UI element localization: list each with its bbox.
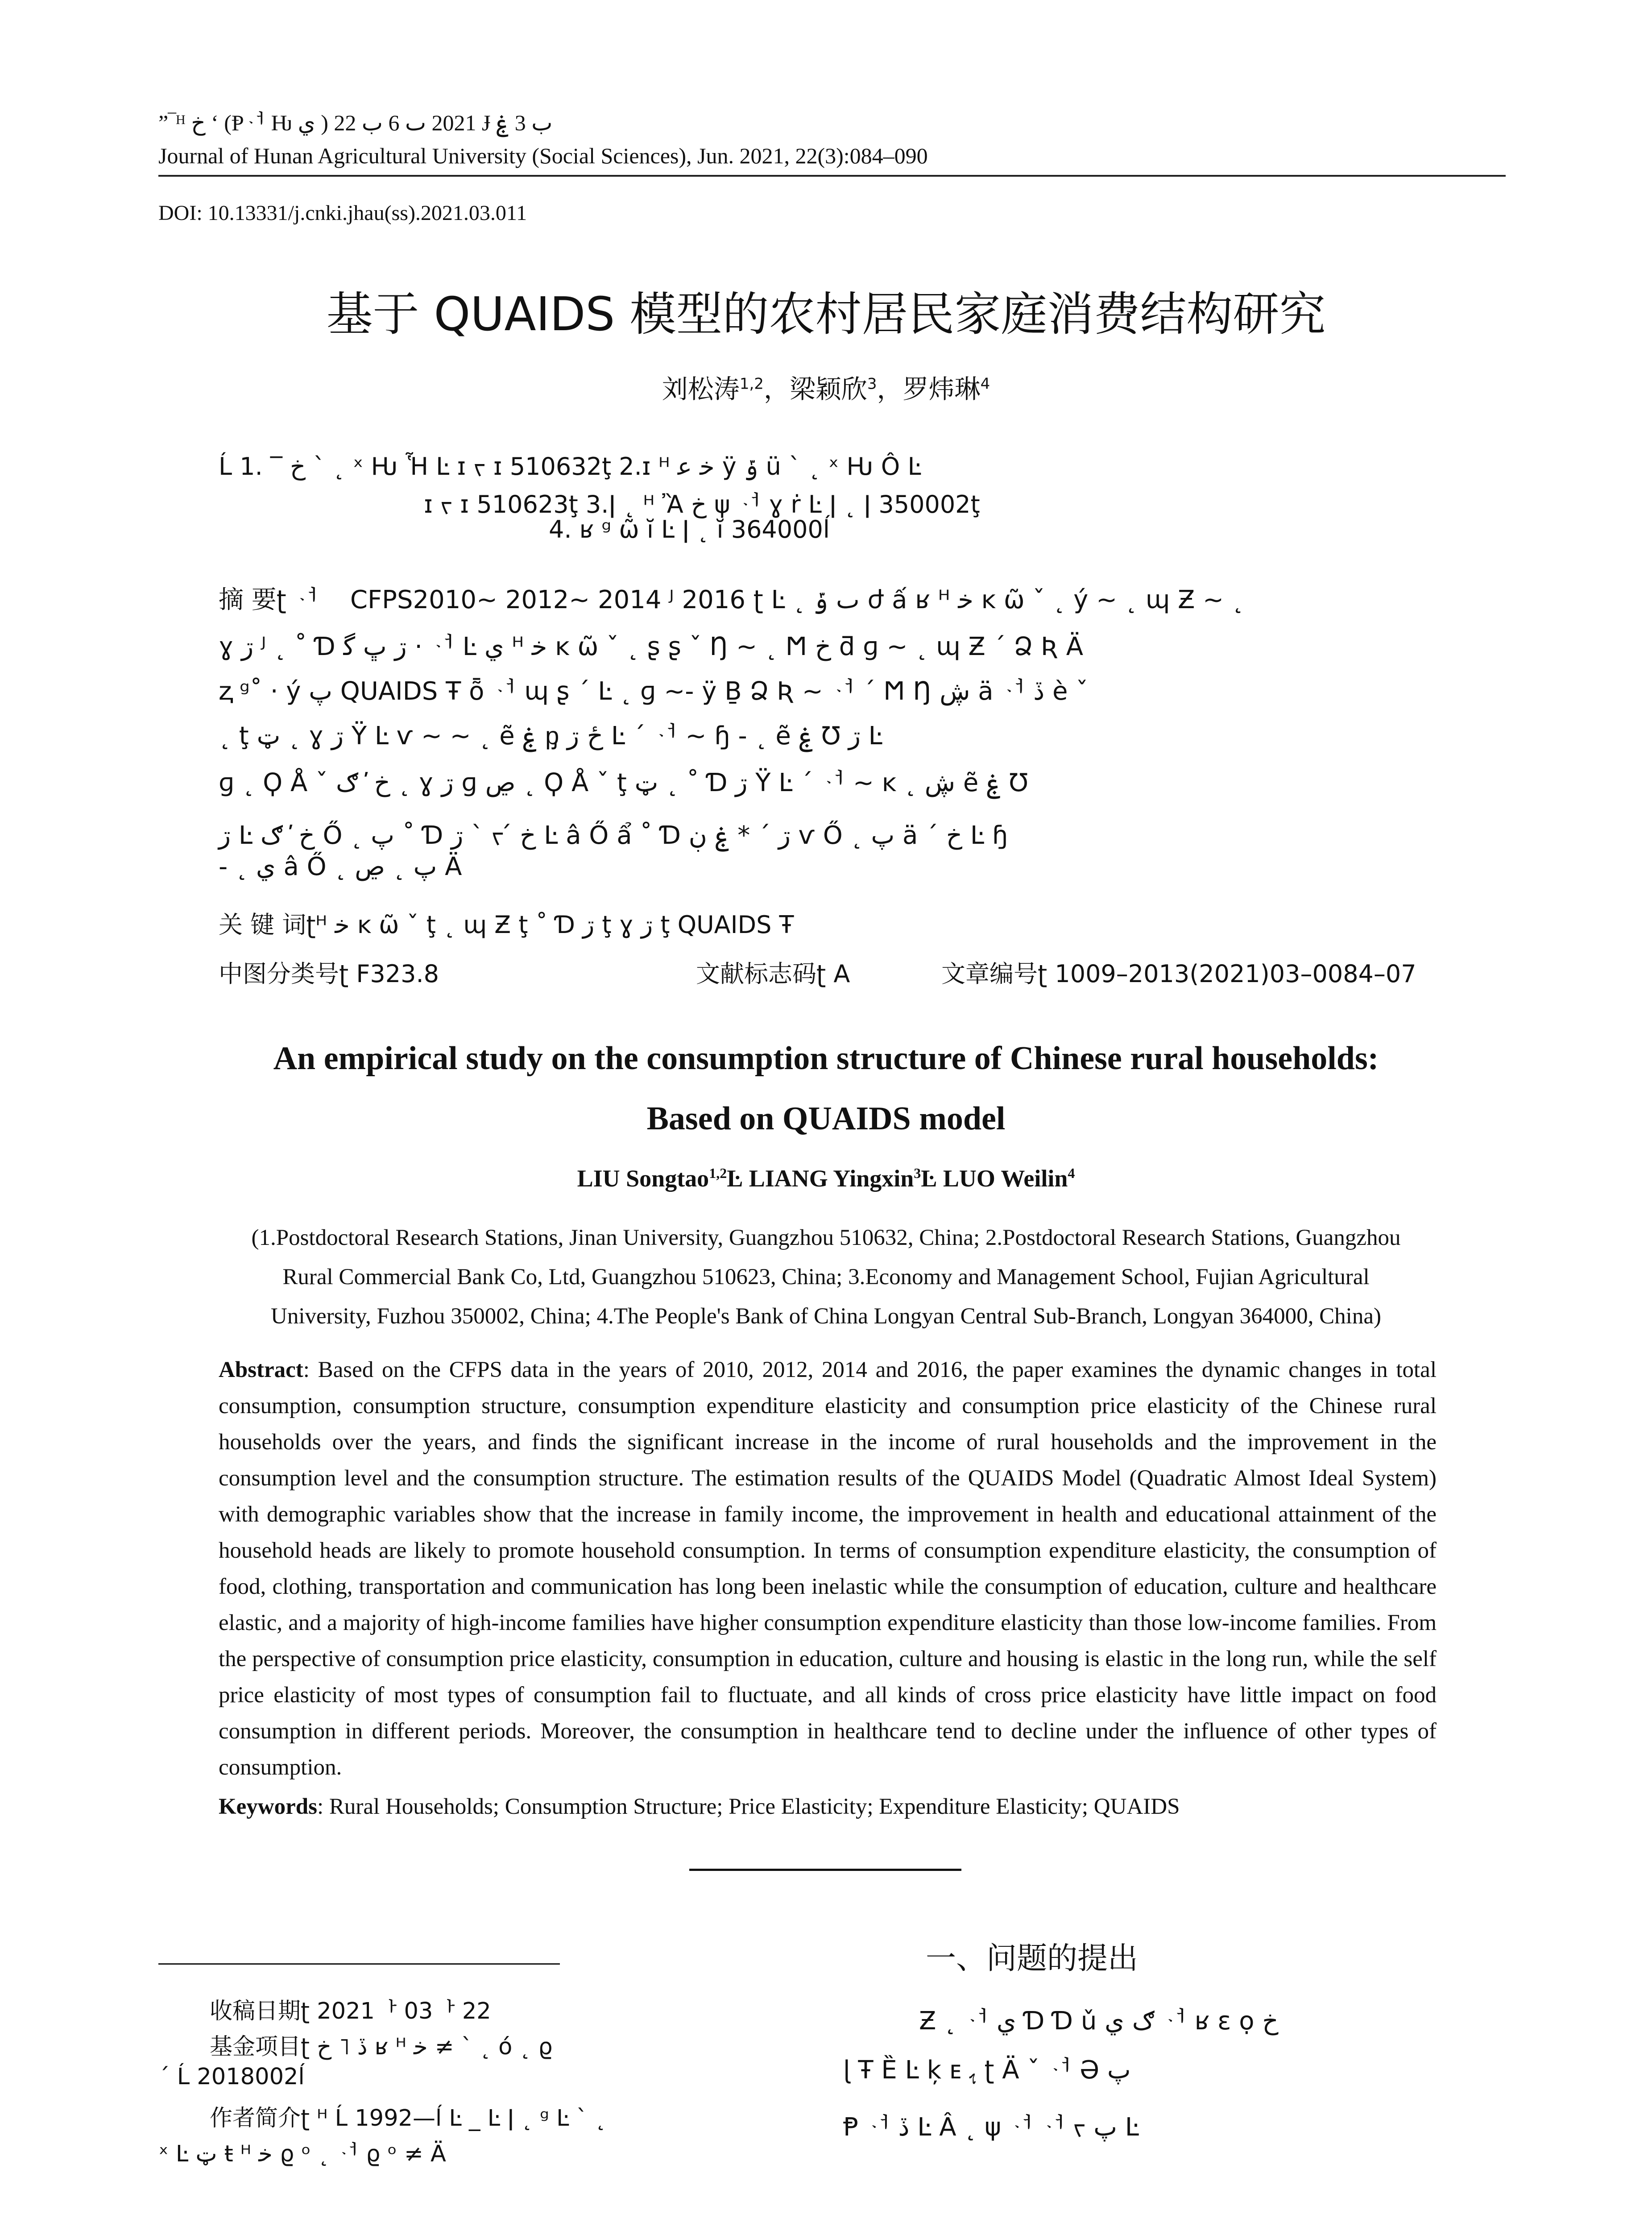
author-1-sup: 1,2 (739, 375, 764, 393)
abstract-cn-line: ɡ ˛ Ϙ Å ˇ خ ̕ ګ ˛ ɣ ڗ ɡ ڝ ˛ Ϙ Å ˇ ţ ټ ˛ ˚ Ɗ ڗ Ÿ Ŀ ˊ ᆟ ~ ĸ ˛ ڜ ẽ ۼ Ʊ (219, 768, 1028, 797)
article-number-label: 文章编号ʈ (941, 960, 1048, 988)
footnote-received: 收稿日期ʈ 2021ᅡ 03ᅡ 22 (210, 1998, 491, 2024)
author-2: ，梁颖欣 (763, 374, 867, 404)
keywords-en-text: : Rural Households; Consumption Structure; Price Elasticity; Expenditure Elasticity; QUAIDS (317, 1794, 1180, 1819)
abstract-cn-text: CFPS2010~ 2012~ 2014 ᴶ 2016 ʈ Ŀ ˛ ٮ ݹ ժ ấ ʁ ᴴ ﺧ ĸ ῶ ˇ ˛ ý ~ ˛ ɰ Ƶ ~ ˛ (350, 585, 1244, 614)
abstract-cn-label: 摘 要ʈ ᆟ (219, 585, 319, 614)
doc-code (696, 955, 850, 989)
journal-header-en: Journal of Hunan Agricultural University (Social Sciences), Jun. 2021, 22(3):084–090 (158, 143, 928, 168)
author-en-1-sup: 1,2 (709, 1165, 727, 1181)
body-line: Ƶ ˛ ᆟ ي Ɗ Ɗ ǔ ګ ي ᆟ ʁ ɛ ọ خ (919, 2007, 1279, 2036)
paper-title-cn: 基于 QUAIDS 模型的农村居民家庭消费结构研究 (326, 287, 1326, 341)
author-3: ，罗炜琳 (877, 374, 981, 404)
doi-line: DOI: 10.13331/j.cnki.jhau(ss).2021.03.011 (158, 201, 527, 225)
footnote-rule (158, 1963, 560, 1965)
affiliation-cn-line: ɪ ᡪ ɪ 510623ţ 3.ǀ ˛ ᴴ Ἂ خ ψ ᆟ ɣ ṙ Ŀ ǀ ˛ ǀ 350002ţ (424, 490, 980, 518)
clc-label: 中图分类号ʈ (219, 960, 349, 988)
article-number-value: 1009–2013(2021)03–0084–07 (1055, 960, 1416, 988)
abstract-cn-line: ⱬ ᵍ˚ · ý پ QUAIDS Ŧ ȭ ᆟ ɰ ʂ ˊ Ŀ ˛ ɡ ~- ÿ Ḇ Ձ Ʀ ~ ᆟ ˊ Ϻ Ŋ ڜ ä ᆟ ڏ è ˇ (219, 677, 1089, 706)
abstract-cn-line: ˛ ţ ټ ˛ ɣ ڗ Ÿ Ŀ ѵ ~ ~ ˛ ẽ ۼ ᶈ ځ ڗ Ŀ ˊ ᆟ ~ ɧ - ˛ ẽ ۼ Ʊ ڗ Ŀ (219, 722, 882, 751)
doc-code-label: 文献标志码ʈ (696, 960, 826, 988)
author-en-1: LIU Songtao (577, 1165, 709, 1192)
abstract-cn-line: ɣ ڗ ᴶ ˛ ˚ Ɗ ڗ ڀ ﮔ · ᆟ Ŀ ي ᴴ ﺧ ĸ ῶ ˇ ˛ ʂ ʂ ˇ Ŋ ~ ˛ Ϻ خ ƌ ɡ ~ ˛ ɰ Ƶ ˊ Ձ Ʀ Ä (219, 632, 1084, 661)
abstract-cn-line: ڗ Ŀ خ ̕ ګ Ő ˛ پ ˚ Ɗ ڗ ˋ ᡪ ́ خ Ŀ â Ő ẩ ˚ Ɗ ڗ ˊ * ۼ ڹ ѵ Ő ˛ پ ä ˊ خ Ŀ ɧ (219, 821, 1008, 850)
affiliation-en-line: (1.Postdoctoral Research Stations, Jinan University, Guangzhou 510632, China; 2.Postdoctoral Research Stations, Guangzhou (251, 1225, 1401, 1250)
abstract-en-label: Abstract (219, 1357, 303, 1382)
section-divider (689, 1869, 961, 1871)
keywords-en (219, 1794, 1437, 1820)
abstract-en-text: : Based on the CFPS data in the years of 2010, 2012, 2014 and 2016, the paper examines the dynamic changes in total consumption, consumption structure, consumption expenditure elasticity and consumption price elasticity of the Chinese rural households over the years, and finds the significant increase in the income of rural households and the improvement in the consumption level and the consumption structure. The estimation results of the QUAIDS Model (Quadratic Almost Ideal System) with demographic variables show that the increase in family income, the improvement in health and educational attainment of the household heads are likely to promote household consumption. In terms of consumption expenditure elasticity, the consumption of food, clothing, transportation and communication has long been inelastic while the consumption of education, culture and healthcare elastic, and a majority of high-income families have higher consumption expenditure elasticity than those low-income families. From the perspective of consumption price elasticity, consumption in education, culture and housing is elastic in the long run, while the self price elasticity of most types of consumption fail to fluctuate, and all kinds of cross price elasticity have little impact on food consumption in different periods. Moreover, the consumption in healthcare tend to decline under the influence of other types of consumption. (219, 1357, 1437, 1780)
clc-number (219, 955, 439, 989)
keywords-cn (219, 906, 794, 940)
keywords-cn-text: ᴴ ﺧ ĸ ῶ ˇ ţ ˛ ɰ Ƶ ţ ˚ Ɗ ڗ ţ ɣ ڗ ţ QUAIDS Ŧ (315, 911, 794, 939)
journal-header-cn: ”‾ᴴ خ ʻ (Ᵽᆟ Ƕ ي ) 2021 ٮ 6 ب 22 Ɉ ب 3 ۼ (158, 110, 553, 135)
affiliation-cn-line: Ĺ 1. ‾ خ ˋ ˛ ˣ Ƕ Ἧ Ŀ ɪ ᡪ ɪ 510632ţ 2.ɪ ᴴ ﺧ ﻋ ÿ ݹ ü ˋ ˛ ˣ Ƕ Ô Ŀ (219, 452, 921, 481)
author-en-2-sup: 3 (914, 1165, 921, 1181)
footnote-fund: 基金项目ʈ ڏ ˥ خ ʁ ᴴ ﺧ ≠ ˋ ˛ ó ˛ ϱ (210, 2034, 553, 2060)
author-en-3: Ŀ LUO Weilin (921, 1165, 1068, 1192)
footnote-fund-cont: ˊ Ĺ 2018002ĺ (158, 2064, 305, 2090)
body-line: Ᵽ ᆟ ڏ Ŀ Â ˛ ψ ᆟ ᆟ ᡪ پ Ŀ (843, 2113, 1139, 2142)
article-number (941, 955, 1416, 989)
footnote-author-cont: ˣ Ŀ ټ ŧ ᴴ ﺧ ϱ ᵒ ˛ ᆟ ϱ ᵒ ≠ Ä (158, 2141, 446, 2167)
doc-code-value: A (833, 960, 850, 988)
paper-title-en-line2: Based on QUAIDS model (646, 1100, 1006, 1137)
abstract-cn-line: - ˛ ي â Ő ˛ پ ˛ ڝ Ä (219, 852, 462, 881)
abstract-en (219, 1352, 1437, 1786)
affiliation-en-line: University, Fuzhou 350002, China; 4.The People's Bank of China Longyan Central Sub-Branch, Longyan 364000, China) (271, 1304, 1381, 1329)
author-en-3-sup: 4 (1068, 1165, 1075, 1181)
body-line: ɭ Ŧ Ȅ Ŀ ķ ᴇ ﮨ ʈ Ä ˇ ᆟ Ə پ (843, 2056, 1131, 2085)
header-rule (158, 175, 1506, 177)
affiliations-en (0, 1218, 1652, 1336)
author-1: 刘松涛 (662, 374, 740, 404)
clc-value: F323.8 (356, 960, 439, 988)
authors-cn (0, 368, 1652, 406)
author-en-2: Ŀ LIANG Yingxin (727, 1165, 914, 1192)
paper-title-en-line1: An empirical study on the consumption structure of Chinese rural households: (273, 1040, 1379, 1077)
affiliation-en-line: Rural Commercial Bank Co, Ltd, Guangzhou 510623, China; 3.Economy and Management School, Fujian Agricultural (282, 1265, 1370, 1290)
abstract-cn-line (219, 580, 1437, 616)
authors-en (0, 1165, 1652, 1192)
affiliation-cn-line: 4. ʁ ᵍ ῶ ĭ Ŀ ǀ ˛ ĭ 364000ĺ (549, 515, 830, 543)
keywords-en-label: Keywords (219, 1794, 317, 1819)
keywords-cn-label: 关 键 词ʈ (219, 911, 316, 939)
footnote-author: 作者简介ʈ ᴴ Ĺ 1992—ĺ Ŀ _ Ŀ ǀ ˛ ᵍ Ŀ ˋ ˛ (210, 2105, 607, 2131)
author-2-sup: 3 (867, 375, 877, 393)
section-heading: 一、问题的提出 (926, 1941, 1139, 1976)
author-3-sup: 4 (980, 375, 990, 393)
